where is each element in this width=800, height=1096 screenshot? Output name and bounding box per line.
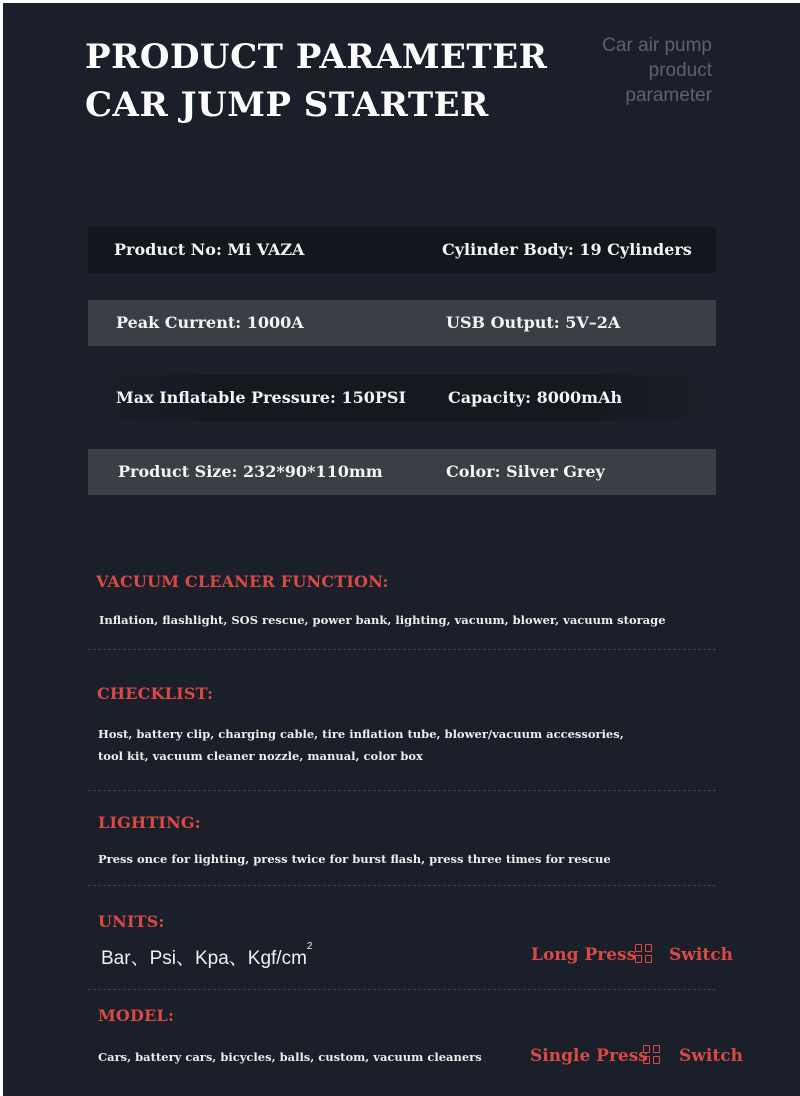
single-press-switch-label: Switch xyxy=(679,1046,743,1066)
checklist-text-line-1: Host, battery clip, charging cable, tire inflation tube, blower/vacuum accessories, xyxy=(98,727,624,741)
subtitle-line-1: Car air pump xyxy=(602,35,712,56)
spec-row-product-no xyxy=(88,227,716,273)
checklist-text-line-2: tool kit, vacuum cleaner nozzle, manual, color box xyxy=(98,749,423,763)
spec-row-product-size xyxy=(88,449,716,495)
single-press-label: Single Press xyxy=(530,1046,648,1066)
title-line-2: CAR JUMP STARTER xyxy=(85,85,489,125)
long-press-switch-label: Switch xyxy=(669,945,733,965)
button-grid-icon xyxy=(643,1045,660,1064)
units-heading: UNITS: xyxy=(98,912,165,931)
divider-3 xyxy=(88,885,716,886)
vacuum-text: Inflation, flashlight, SOS rescue, power bank, lighting, vacuum, blower, vacuum storage xyxy=(99,613,666,627)
long-press-label: Long Press xyxy=(531,945,637,965)
spec-row-max-pressure xyxy=(88,375,716,421)
subtitle-line-2: product xyxy=(648,60,712,81)
model-heading: MODEL: xyxy=(98,1006,175,1025)
units-superscript: 2 xyxy=(306,941,313,952)
divider-4 xyxy=(88,989,716,990)
spec-usb-output: USB Output: 5V–2A xyxy=(446,313,621,332)
model-text: Cars, battery cars, bicycles, balls, custom, vacuum cleaners xyxy=(98,1050,482,1064)
spec-product-size: Product Size: 232*90*110mm xyxy=(118,462,383,481)
vacuum-heading: VACUUM CLEANER FUNCTION: xyxy=(96,572,389,591)
divider-2 xyxy=(88,790,716,791)
lighting-heading: LIGHTING: xyxy=(98,813,201,832)
lighting-text: Press once for lighting, press twice for burst flash, press three times for rescue xyxy=(98,852,611,866)
checklist-heading: CHECKLIST: xyxy=(97,684,214,703)
units-text xyxy=(101,943,312,970)
spec-row-peak-current xyxy=(88,300,716,346)
units-list: Bar、Psi、Kpa、Kgf/cm xyxy=(101,948,307,969)
spec-product-no: Product No: Mi VAZA xyxy=(114,240,305,259)
divider-1 xyxy=(88,649,716,650)
button-grid-icon xyxy=(635,944,652,963)
page-title xyxy=(85,33,547,129)
spec-cylinder-body: Cylinder Body: 19 Cylinders xyxy=(442,240,692,259)
title-line-1: PRODUCT PARAMETER xyxy=(85,37,548,77)
spec-color: Color: Silver Grey xyxy=(446,462,605,481)
spec-max-pressure: Max Inflatable Pressure: 150PSI xyxy=(116,388,406,407)
spec-peak-current: Peak Current: 1000A xyxy=(116,313,304,332)
subtitle-line-3: parameter xyxy=(625,85,712,106)
spec-capacity: Capacity: 8000mAh xyxy=(448,388,623,407)
page-subtitle xyxy=(602,33,712,108)
